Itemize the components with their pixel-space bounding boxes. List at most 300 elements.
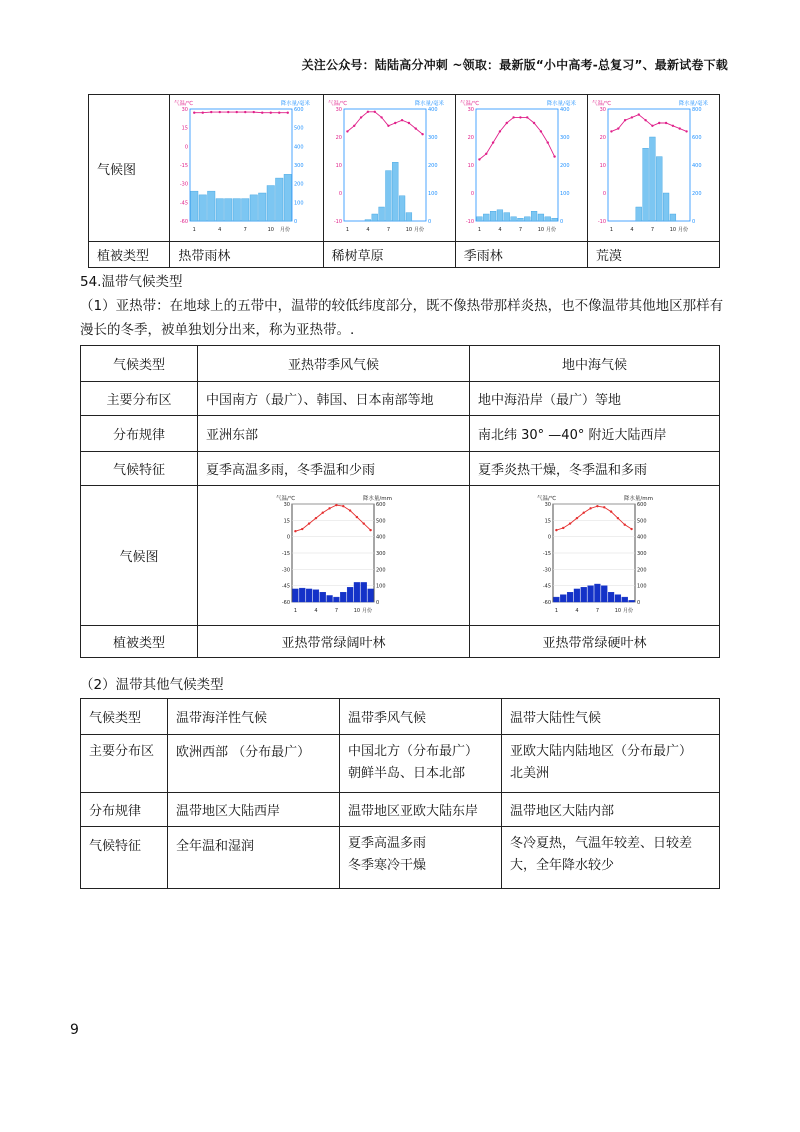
chart-temp-point	[665, 122, 667, 124]
chart-temp-point	[219, 111, 221, 113]
chart-precip-bar	[531, 211, 537, 221]
chart-temp-point	[589, 507, 591, 509]
table-header: 气候类型	[81, 346, 198, 382]
table-cell: 夏季高温多雨，冬季温和少雨	[198, 452, 470, 486]
section-title: 54.温带气候类型	[80, 274, 183, 290]
chart-x-tick: 10	[614, 607, 621, 614]
chart-temp-tick: 0	[470, 191, 474, 197]
chart-temp-point	[244, 111, 246, 113]
row-label: 分布规律	[81, 416, 198, 452]
chart-precip-tick: 400	[636, 534, 647, 541]
chart-frame	[344, 109, 426, 221]
chart-precip-bar	[574, 588, 580, 601]
chart-precip-tick: 100	[294, 200, 304, 207]
chart-temp-tick: 10	[599, 163, 606, 169]
chart-precip-tick: 500	[636, 517, 647, 524]
chart-x-tick: 10	[669, 227, 676, 233]
chart-precip-bar	[567, 592, 573, 602]
chart-temp-point	[631, 116, 633, 118]
chart-precip-bar	[406, 213, 412, 221]
table-cell: 温带地区亚欧大陆东岸	[340, 793, 502, 827]
vegetation-label: 植被类型	[89, 242, 170, 268]
chart-temp-point	[394, 122, 396, 124]
chart-precip-tick: 800	[691, 107, 702, 113]
chart-precip-bar	[306, 588, 312, 601]
chart-x-label: 月份	[677, 227, 688, 233]
row-label: 气候特征	[81, 452, 198, 486]
chart-precip-bar	[504, 213, 510, 221]
chart-temp-point	[651, 125, 653, 127]
chart-precip-bar	[299, 588, 305, 602]
chart-temp-point	[366, 111, 368, 113]
chart-temp-line	[611, 115, 686, 132]
chart-precip-bar	[365, 220, 371, 221]
vegetation-cell: 亚热带常绿阔叶林	[198, 626, 470, 658]
chart-temp-tick: -45	[542, 583, 551, 590]
temperate-subtitle: （2）温带其他气候类型	[80, 677, 224, 693]
chart-left-axis-title: 气温/℃	[591, 101, 611, 107]
chart-x-tick: 10	[405, 227, 412, 233]
chart-precip-bar	[385, 171, 391, 221]
chart-temp-point	[658, 122, 660, 124]
chart-right-axis-title: 降水量/毫米	[678, 101, 708, 107]
chart-precip-tick: 600	[294, 107, 304, 113]
chart-precip-bar	[545, 217, 551, 221]
chart-precip-bar	[483, 214, 489, 221]
chart-temp-tick: 20	[335, 135, 342, 141]
chart-temp-point	[193, 112, 195, 114]
chart-temp-point	[321, 511, 323, 513]
chart-temp-point	[610, 130, 612, 132]
chart-precip-tick: 500	[375, 517, 386, 524]
chart-temp-point	[555, 528, 557, 530]
chart-temp-tick: 30	[544, 501, 551, 508]
chart-precip-bar	[649, 137, 655, 221]
chart-temp-point	[414, 127, 416, 129]
chart-right-axis-title: 降水量/mm	[362, 495, 392, 502]
chart-temp-tick: 0	[602, 191, 606, 197]
chart-temp-point	[353, 125, 355, 127]
chart-precip-tick: 600	[691, 135, 702, 141]
chart-precip-tick: 300	[559, 135, 570, 141]
chart-temp-tick: 20	[599, 135, 606, 141]
tropical-climate-table	[88, 94, 720, 268]
chart-x-label: 月份	[361, 607, 372, 614]
chart-precip-tick: 400	[375, 534, 386, 541]
chart-temp-point	[637, 113, 639, 115]
chart-x-tick: 4	[630, 227, 634, 233]
chart-temp-point	[407, 122, 409, 124]
chart-temp-tick: 10	[335, 163, 342, 169]
chart-temp-line	[347, 112, 422, 134]
chart-temp-point	[355, 515, 357, 517]
chart-precip-tick: 100	[375, 583, 386, 590]
chart-temp-tick: -10	[465, 219, 474, 225]
temperate-table	[80, 698, 720, 889]
chart-precip-bar	[225, 199, 233, 221]
chart-temp-tick: -10	[333, 219, 342, 225]
table-cell: 亚洲东部	[198, 416, 470, 452]
chart-temp-point	[526, 116, 528, 118]
chart-precip-bar	[594, 584, 600, 602]
chart-temp-point	[617, 127, 619, 129]
chart-precip-bar	[608, 592, 614, 602]
chart-x-label: 月份	[545, 227, 556, 233]
chart-precip-bar	[538, 214, 544, 221]
chart-x-tick: 1	[609, 227, 613, 233]
chart-temp-tick: -15	[542, 550, 551, 557]
chart-precip-bar	[580, 587, 586, 602]
chart-temp-line	[556, 506, 631, 530]
chart-precip-bar	[347, 587, 353, 602]
chart-right-axis-title: 降水量/毫米	[414, 101, 444, 107]
vegetation-cell: 荒漠	[587, 242, 719, 268]
chart-x-tick: 10	[353, 607, 360, 614]
chart-precip-bar	[367, 588, 373, 601]
chart-temp-point	[505, 122, 507, 124]
chart-temp-point	[678, 127, 680, 129]
chart-precip-bar	[333, 597, 339, 602]
chart-precip-bar	[319, 592, 325, 602]
chart-temp-tick: -10	[597, 219, 606, 225]
chart-temp-point	[294, 530, 296, 532]
chart-temp-point	[478, 158, 480, 160]
chart-temp-point	[616, 516, 618, 518]
chart-precip-bar	[497, 210, 503, 221]
chart-temp-point	[236, 111, 238, 113]
chart-x-label: 月份	[622, 607, 633, 614]
chart-mediterranean	[535, 492, 655, 616]
chart-left-axis-title: 气温/℃	[459, 101, 479, 107]
chart-x-tick: 7	[650, 227, 654, 233]
chart-temp-tick: 15	[544, 517, 551, 524]
chart-temp-point	[314, 516, 316, 518]
chart-precip-tick: 200	[294, 181, 304, 188]
chart-temp-point	[421, 133, 423, 135]
chart-temp-tick: 0	[547, 534, 551, 541]
chart-left-axis-title: 气温/℃	[536, 495, 556, 502]
chart-temp-point	[492, 141, 494, 143]
chart-precip-bar	[371, 214, 377, 221]
climate-chart-label: 气候图	[81, 486, 198, 626]
chart-precip-bar	[378, 207, 384, 221]
chart-precip-bar	[636, 207, 642, 221]
chart-temp-line	[479, 117, 554, 159]
chart-precip-bar	[267, 186, 275, 221]
table-cell: 中国南方（最广）、韩国、日本南部等地	[198, 382, 470, 416]
chart-temp-point	[270, 112, 272, 114]
chart-temp-point	[672, 125, 674, 127]
row-label: 主要分布区	[81, 735, 168, 793]
chart-precip-bar	[670, 214, 676, 221]
chart-precip-bar	[517, 218, 523, 221]
chart-precip-bar	[643, 148, 649, 221]
chart-precip-tick: 0	[559, 219, 563, 225]
chart-temp-point	[512, 116, 514, 118]
chart-precip-tick: 300	[375, 550, 386, 557]
chart-temp-tick: 15	[283, 517, 290, 524]
chart-monsoon-forest	[458, 97, 578, 235]
chart-temp-line	[195, 112, 289, 113]
chart-temp-tick: 30	[182, 107, 189, 113]
chart-temp-point	[301, 527, 303, 529]
table-cell: 温带地区大陆内部	[502, 793, 720, 827]
chart-temp-point	[278, 112, 280, 114]
subtropical-intro: （1）亚热带：在地球上的五带中，温带的较低纬度部分，既不像热带那样炎热，也不像温带其他地区那样有漫长的冬季，被单独划分出来，称为亚热带。.	[80, 298, 724, 338]
row-label: 气候特征	[81, 827, 168, 889]
vegetation-cell: 稀树草原	[323, 242, 455, 268]
chart-precip-bar	[490, 211, 496, 221]
table-cell: 欧洲西部 （分布最广）	[168, 735, 340, 793]
chart-temp-point	[346, 130, 348, 132]
chart-x-tick: 7	[244, 227, 248, 233]
chart-left-axis-title: 气温/℃	[275, 495, 295, 502]
chart-x-tick: 7	[334, 607, 338, 614]
row-label: 分布规律	[81, 793, 168, 827]
chart-precip-tick: 100	[559, 191, 570, 197]
chart-temp-tick: 0	[286, 534, 290, 541]
chart-temp-point	[227, 111, 229, 113]
chart-x-tick: 4	[218, 227, 222, 233]
chart-precip-bar	[208, 191, 216, 221]
chart-precip-bar	[615, 594, 621, 601]
chart-x-tick: 1	[477, 227, 481, 233]
table-cell: 亚欧大陆内陆地区（分布最广） 北美洲	[502, 735, 720, 793]
chart-temp-point	[369, 528, 371, 530]
chart-temp-point	[644, 119, 646, 121]
chart-x-tick: 4	[574, 607, 579, 614]
chart-temp-tick: 10	[467, 163, 474, 169]
chart-precip-tick: 0	[427, 219, 431, 225]
chart-precip-bar	[250, 195, 258, 221]
chart-precip-bar	[360, 582, 366, 602]
chart-temp-point	[380, 116, 382, 118]
chart-precip-bar	[628, 600, 634, 602]
chart-precip-tick: 0	[691, 219, 696, 225]
table-header: 温带大陆性气候	[502, 699, 720, 735]
chart-x-tick: 7	[386, 227, 390, 233]
table-header: 亚热带季风气候	[198, 346, 470, 382]
chart-precip-bar	[313, 589, 319, 601]
chart-temp-point	[575, 516, 577, 518]
chart-precip-tick: 200	[427, 163, 438, 169]
chart-precip-bar	[621, 597, 627, 602]
chart-temp-point	[328, 507, 330, 509]
table-header: 温带海洋性气候	[168, 699, 340, 735]
table-cell: 地中海沿岸（最广）等地	[470, 382, 720, 416]
chart-precip-bar	[551, 218, 557, 221]
chart-precip-tick: 200	[636, 566, 647, 573]
chart-precip-bar	[601, 585, 607, 601]
table-header: 温带季风气候	[340, 699, 502, 735]
chart-precip-tick: 100	[427, 191, 438, 197]
chart-frame	[476, 109, 558, 221]
chart-temp-point	[539, 130, 541, 132]
chart-precip-bar	[553, 597, 559, 602]
chart-temp-point	[553, 155, 555, 157]
chart-temp-point	[362, 522, 364, 524]
chart-x-tick: 7	[595, 607, 599, 614]
chart-precip-bar	[524, 217, 530, 221]
table-cell: 南北纬 30° —40° 附近大陆西岸	[470, 416, 720, 452]
chart-left-axis-title: 气温/℃	[174, 101, 194, 107]
table-cell: 夏季高温多雨 冬季寒冷干燥	[340, 827, 502, 889]
chart-x-tick: 1	[193, 227, 197, 233]
chart-precip-tick: 600	[375, 501, 386, 508]
chart-temp-point	[348, 509, 350, 511]
chart-x-tick: 1	[345, 227, 349, 233]
vegetation-cell: 季雨林	[455, 242, 587, 268]
chart-precip-bar	[476, 217, 482, 221]
chart-precip-tick: 200	[691, 191, 702, 197]
chart-precip-bar	[399, 196, 405, 221]
chart-precip-tick: 0	[294, 219, 298, 225]
chart-temp-tick: -60	[180, 219, 189, 225]
chart-precip-tick: 200	[559, 163, 570, 169]
chart-precip-tick: 0	[636, 599, 640, 606]
chart-temp-point	[685, 130, 687, 132]
chart-temp-point	[498, 130, 500, 132]
chart-precip-bar	[326, 595, 332, 602]
chart-precip-tick: 0	[375, 599, 379, 606]
chart-x-label: 月份	[280, 227, 291, 233]
vegetation-cell: 亚热带常绿硬叶林	[470, 626, 720, 658]
chart-temp-point	[596, 504, 598, 506]
chart-temp-point	[519, 116, 521, 118]
chart-precip-bar	[656, 157, 662, 221]
chart-temp-tick: 30	[283, 501, 290, 508]
climate-chart-label: 气候图	[89, 95, 170, 242]
chart-temp-tick: -30	[542, 566, 551, 573]
table-header: 地中海气候	[470, 346, 720, 382]
chart-temp-tick: 30	[467, 107, 474, 113]
chart-precip-tick: 600	[636, 501, 647, 508]
chart-temp-point	[307, 522, 309, 524]
chart-precip-tick: 100	[636, 583, 647, 590]
chart-subtropical-monsoon	[274, 492, 394, 616]
chart-precip-bar	[587, 585, 593, 601]
chart-savanna	[326, 97, 446, 235]
chart-temp-point	[630, 527, 632, 529]
vegetation-cell: 热带雨林	[170, 242, 323, 268]
chart-temp-point	[609, 510, 611, 512]
chart-right-axis-title: 降水量/毫米	[546, 101, 576, 107]
chart-temp-tick: -30	[180, 181, 189, 188]
chart-precip-bar	[560, 594, 566, 601]
chart-precip-bar	[284, 174, 292, 221]
chart-temp-point	[335, 503, 337, 505]
chart-temp-tick: 0	[185, 144, 189, 151]
chart-temp-point	[533, 122, 535, 124]
chart-precip-tick: 300	[427, 135, 438, 141]
chart-right-axis-title: 降水量/毫米	[281, 101, 311, 107]
chart-rainforest	[172, 97, 312, 235]
chart-precip-bar	[340, 592, 346, 602]
chart-temp-tick: -60	[542, 599, 551, 606]
chart-precip-bar	[242, 199, 250, 221]
chart-precip-tick: 500	[294, 125, 304, 132]
chart-precip-tick: 400	[427, 107, 438, 113]
page-header: 关注公众号：陆陆高分冲刺 ~领取：最新版“小中高考-总复习”、最新试卷下载	[301, 58, 728, 72]
chart-precip-tick: 300	[636, 550, 647, 557]
chart-temp-point	[373, 111, 375, 113]
chart-temp-tick: 15	[182, 125, 189, 132]
table-cell: 全年温和湿润	[168, 827, 340, 889]
chart-precip-tick: 400	[294, 144, 304, 151]
chart-temp-tick: 30	[335, 107, 342, 113]
chart-temp-point	[568, 522, 570, 524]
chart-precip-bar	[292, 588, 298, 601]
row-label: 主要分布区	[81, 382, 198, 416]
chart-temp-tick: -45	[281, 583, 290, 590]
chart-x-tick: 4	[365, 227, 370, 233]
chart-temp-line	[295, 505, 370, 531]
chart-precip-tick: 400	[691, 163, 702, 169]
chart-x-tick: 1	[293, 607, 297, 614]
chart-precip-bar	[276, 178, 284, 221]
table-cell: 温带地区大陆西岸	[168, 793, 340, 827]
vegetation-label: 植被类型	[81, 626, 198, 658]
chart-temp-point	[624, 119, 626, 121]
chart-temp-point	[210, 111, 212, 113]
table-cell: 冬冷夏热，气温年较差、日较差大，全年降水较少	[502, 827, 720, 889]
chart-precip-bar	[191, 191, 199, 221]
chart-desert	[590, 97, 710, 235]
chart-precip-bar	[354, 582, 360, 602]
chart-precip-bar	[392, 162, 398, 221]
table-header: 气候类型	[81, 699, 168, 735]
chart-x-tick: 10	[267, 227, 275, 233]
chart-x-tick: 4	[498, 227, 502, 233]
chart-temp-point	[387, 125, 389, 127]
chart-temp-point	[582, 511, 584, 513]
chart-x-tick: 4	[313, 607, 318, 614]
chart-precip-bar	[199, 195, 207, 221]
chart-precip-tick: 200	[375, 566, 386, 573]
chart-x-tick: 10	[537, 227, 544, 233]
chart-temp-point	[485, 153, 487, 155]
chart-precip-bar	[259, 193, 267, 221]
chart-temp-tick: 0	[338, 191, 342, 197]
chart-precip-bar	[663, 193, 669, 221]
table-cell: 中国北方（分布最广） 朝鲜半岛、日本北部	[340, 735, 502, 793]
chart-precip-bar	[216, 199, 224, 221]
chart-right-axis-title: 降水量/mm	[623, 495, 653, 502]
chart-temp-tick: 30	[599, 107, 606, 113]
chart-temp-point	[562, 526, 564, 528]
chart-temp-point	[623, 523, 625, 525]
chart-temp-point	[342, 504, 344, 506]
table-cell: 夏季炎热干燥，冬季温和多雨	[470, 452, 720, 486]
chart-x-label: 月份	[413, 227, 424, 233]
chart-temp-point	[546, 141, 548, 143]
chart-temp-point	[287, 112, 289, 114]
chart-temp-point	[401, 119, 403, 121]
subtropical-table	[80, 345, 720, 658]
chart-temp-point	[253, 111, 255, 113]
chart-temp-point	[603, 506, 605, 508]
chart-temp-tick: -45	[180, 200, 189, 207]
chart-temp-point	[202, 112, 204, 114]
chart-temp-tick: -60	[281, 599, 290, 606]
page-number: 9	[70, 1022, 79, 1038]
chart-temp-point	[360, 116, 362, 118]
chart-temp-tick: 20	[467, 135, 474, 141]
chart-x-tick: 7	[518, 227, 522, 233]
chart-precip-bar	[510, 217, 516, 221]
chart-temp-tick: -30	[281, 566, 290, 573]
chart-precip-tick: 400	[559, 107, 570, 113]
